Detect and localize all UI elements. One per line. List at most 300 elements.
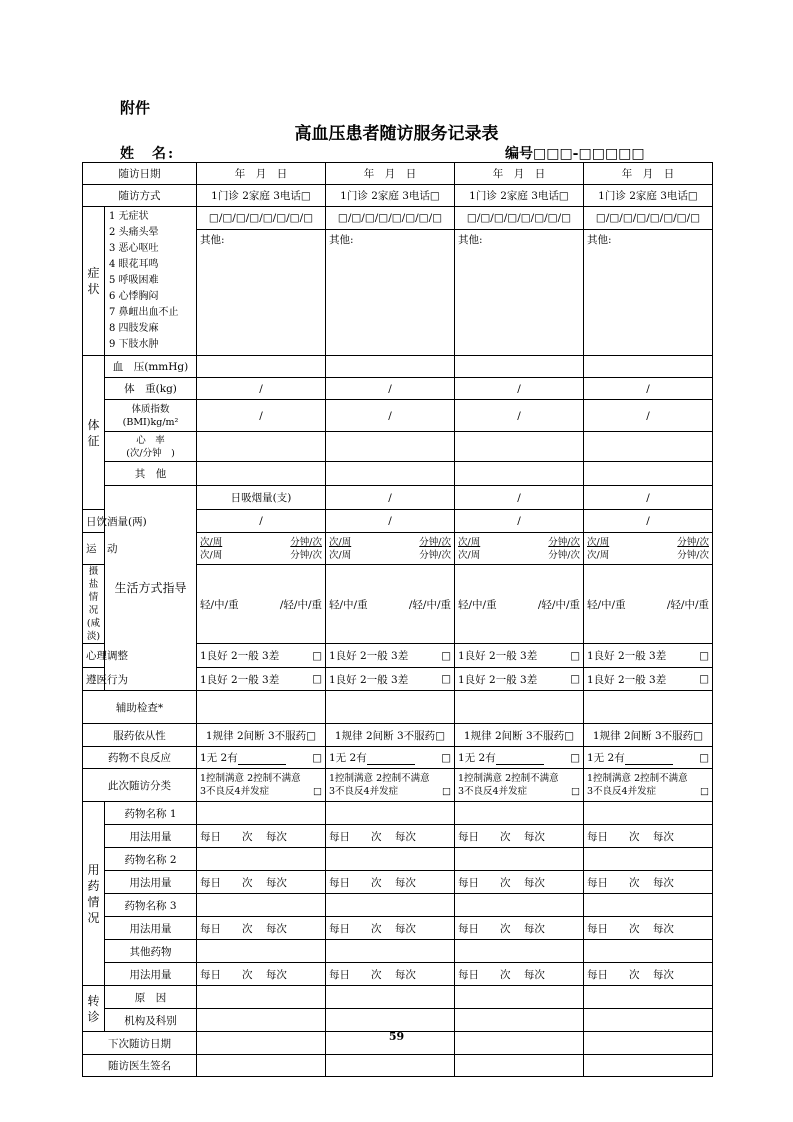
each-label: 每次: [394, 830, 416, 843]
exercise-cell-4[interactable]: [584, 533, 713, 565]
slash: /: [388, 491, 392, 504]
bmi-cell-3[interactable]: [455, 400, 584, 432]
other-drug-cell-3[interactable]: [455, 940, 584, 963]
doctor-sign-cell-2[interactable]: [326, 1055, 455, 1077]
compliance-cell-2[interactable]: [326, 668, 455, 691]
weight-cell-2[interactable]: [326, 378, 455, 400]
visit-method-2[interactable]: [326, 185, 455, 207]
each-label: 每次: [265, 922, 287, 935]
symptom-item: 6 心悸胸闷: [109, 291, 159, 302]
slash: /: [517, 515, 521, 527]
minutes-per-time: 分钟/次: [290, 536, 322, 548]
usage-cell-2[interactable]: [326, 825, 455, 848]
daily-label: 每日 次: [458, 876, 511, 889]
annex-label: 附件: [120, 99, 151, 117]
minutes-per-time: 分钟/次: [419, 536, 451, 548]
symptom-item: 1 无症状: [109, 211, 149, 222]
drug-name-3-cell-1[interactable]: [197, 894, 326, 917]
symptom-item: 9 下肢水肿: [109, 339, 159, 350]
adverse-cell-2[interactable]: [326, 747, 455, 769]
drug-name-1-cell-4[interactable]: [584, 802, 713, 825]
fill-line: [496, 754, 544, 765]
hr-cell-4[interactable]: [584, 432, 713, 462]
daily-label: 每日 次: [587, 876, 640, 889]
classification-cell-3[interactable]: [455, 769, 584, 802]
classification-line2: 3不良反4并发症: [200, 786, 270, 797]
bp-label: 血 压(mmHg): [112, 361, 189, 373]
each-label: 每次: [523, 876, 545, 889]
salt-current: 轻/中/重: [200, 598, 239, 611]
adverse-cell-4[interactable]: [584, 747, 713, 769]
usage-cell-1[interactable]: [197, 917, 326, 940]
aux-exam-label: 辅助检查*: [115, 701, 164, 714]
drug-name-2-cell-2[interactable]: [326, 848, 455, 871]
exercise-cell-2[interactable]: [326, 533, 455, 565]
doctor-sign-cell-3[interactable]: [455, 1055, 584, 1077]
times-per-week: 次/周: [587, 536, 610, 548]
referral-institution-cell-3[interactable]: [455, 1009, 584, 1032]
drug-name-3-cell-4[interactable]: [584, 894, 713, 917]
visit-date-value: 年 月 日: [621, 168, 675, 180]
adherence-cell-4[interactable]: [584, 724, 713, 747]
daily-label: 每日 次: [329, 830, 382, 843]
symptom-boxes-1[interactable]: [197, 207, 326, 230]
usage-label: 用法用量: [129, 968, 172, 981]
symptom-other-3[interactable]: [455, 230, 584, 356]
daily-label: 每日 次: [458, 922, 511, 935]
each-label: 每次: [265, 968, 287, 981]
drinking-cell-4[interactable]: [584, 510, 713, 533]
times-per-week: 次/周: [458, 549, 481, 561]
record-code-label: 编号□□□-□□□□□: [505, 146, 645, 162]
drug-name-2-cell-1[interactable]: [197, 848, 326, 871]
usage-label: 用法用量: [129, 876, 172, 889]
aux-exam-cell-4[interactable]: [584, 691, 713, 724]
symptoms-section-label: 症状: [87, 266, 100, 296]
symptom-other-label: 其他:: [329, 234, 354, 247]
visit-method-value: 1门诊 2家庭 3电话□: [340, 190, 440, 202]
visit-date-label: 随访日期: [118, 168, 161, 180]
each-label: 每次: [652, 876, 674, 889]
salt-cell-1[interactable]: [197, 565, 326, 644]
weight-cell-4[interactable]: [584, 378, 713, 400]
slash: /: [517, 382, 521, 395]
bp-cell-4[interactable]: [584, 356, 713, 378]
symptom-checkboxes: □/□/□/□/□/□/□/□: [595, 212, 701, 225]
rating-options: 1良好 2一般 3差: [200, 650, 280, 662]
referral-institution-cell-4[interactable]: [584, 1009, 713, 1032]
bmi-cell-2[interactable]: [326, 400, 455, 432]
symptom-item: 7 鼻衄出血不止: [109, 307, 179, 318]
rating-options: 1良好 2一般 3差: [458, 650, 538, 662]
each-label: 每次: [652, 922, 674, 935]
adherence-cell-1[interactable]: [197, 724, 326, 747]
psych-cell-3[interactable]: [455, 644, 584, 668]
usage-cell-4[interactable]: [584, 917, 713, 940]
checkbox: □: [699, 673, 709, 685]
compliance-cell-3[interactable]: [455, 668, 584, 691]
daily-label: 每日 次: [200, 876, 253, 889]
usage-cell-2[interactable]: [326, 871, 455, 894]
aux-exam-cell-3[interactable]: [455, 691, 584, 724]
checkbox: □: [312, 751, 322, 764]
bp-cell-1[interactable]: [197, 356, 326, 378]
slash: /: [646, 491, 650, 504]
adherence-options: 1规律 2间断 3不服药□: [334, 729, 446, 742]
classification-line1: 1控制满意 2控制不满意: [200, 773, 301, 784]
each-label: 每次: [652, 968, 674, 981]
heart-rate-unit: (次/分钟 ): [126, 447, 175, 459]
referral-reason-label: 原 因: [134, 991, 167, 1004]
visit-method-value: 1门诊 2家庭 3电话□: [598, 190, 698, 202]
classification-cell-1[interactable]: [197, 769, 326, 802]
adherence-options: 1规律 2间断 3不服药□: [205, 729, 317, 742]
minutes-per-time: 分钟/次: [290, 549, 322, 561]
signs-other-cell-1[interactable]: [197, 462, 326, 486]
salt-target: /轻/中/重: [279, 598, 322, 611]
slash: /: [388, 409, 392, 422]
smoking-cell-3[interactable]: [584, 486, 713, 510]
checkbox: □: [700, 786, 709, 797]
symptom-other-1[interactable]: [197, 230, 326, 356]
aux-exam-cell-2[interactable]: [326, 691, 455, 724]
symptom-checkboxes: □/□/□/□/□/□/□/□: [208, 212, 314, 225]
adverse-options: 1无 2有: [329, 752, 367, 764]
each-label: 每次: [523, 922, 545, 935]
weight-cell-3[interactable]: [455, 378, 584, 400]
next-visit-label: 下次随访日期: [108, 1037, 171, 1050]
drug-name-2-cell-3[interactable]: [455, 848, 584, 871]
drug-name-1-cell-3[interactable]: [455, 802, 584, 825]
smoking-cell-1[interactable]: [326, 486, 455, 510]
symptom-item: 3 恶心呕吐: [109, 243, 159, 254]
checkbox: □: [441, 649, 451, 662]
psych-cell-2[interactable]: [326, 644, 455, 668]
exercise-label: 运 动: [86, 543, 118, 555]
signs-other-label: 其 他: [134, 468, 167, 480]
each-label: 每次: [652, 830, 674, 843]
classification-line2: 3不良反4并发症: [587, 786, 657, 797]
visit-date-3[interactable]: [455, 163, 584, 185]
daily-label: 每日 次: [587, 830, 640, 843]
hr-cell-3[interactable]: [455, 432, 584, 462]
rating-options: 1良好 2一般 3差: [587, 673, 667, 686]
visit-method-1[interactable]: [197, 185, 326, 207]
compliance-cell-1[interactable]: [197, 668, 326, 691]
slash: /: [259, 409, 263, 422]
adherence-options: 1规律 2间断 3不服药□: [463, 729, 575, 742]
adverse-cell-3[interactable]: [455, 747, 584, 769]
slash: /: [646, 409, 650, 422]
usage-cell-1[interactable]: [197, 825, 326, 848]
visit-method-label: 随访方式: [118, 190, 161, 202]
symptom-other-2[interactable]: [326, 230, 455, 356]
hr-cell-2[interactable]: [326, 432, 455, 462]
visit-method-value: 1门诊 2家庭 3电话□: [469, 190, 569, 202]
patient-name-label: 姓 名:: [120, 146, 176, 162]
checkbox: □: [571, 786, 580, 797]
checkbox: □: [570, 751, 580, 764]
drinking-cell-1[interactable]: [197, 510, 326, 533]
minutes-per-time: 分钟/次: [419, 549, 451, 561]
daily-label: 每日 次: [587, 922, 640, 935]
drug-name-1-cell-1[interactable]: [197, 802, 326, 825]
checkbox: □: [442, 786, 451, 797]
other-drug-cell-4[interactable]: [584, 940, 713, 963]
classification-cell-4[interactable]: [584, 769, 713, 802]
symptom-item: 8 四肢发麻: [109, 323, 159, 334]
referral-institution-cell-2[interactable]: [326, 1009, 455, 1032]
exercise-cell-3[interactable]: [455, 533, 584, 565]
adherence-label: 服药依从性: [113, 729, 166, 742]
smoking-cell-2[interactable]: [455, 486, 584, 510]
drinking-cell-2[interactable]: [326, 510, 455, 533]
salt-current: 轻/中/重: [587, 598, 626, 611]
salt-cell-3[interactable]: [455, 565, 584, 644]
signs-other-cell-3[interactable]: [455, 462, 584, 486]
visit-date-1[interactable]: [197, 163, 326, 185]
fill-line: [367, 754, 415, 765]
psych-label: 心理调整: [86, 650, 128, 662]
times-per-week: 次/周: [200, 549, 223, 561]
exercise-cell-1[interactable]: [197, 533, 326, 565]
salt-target: /轻/中/重: [408, 598, 451, 611]
checkbox: □: [441, 751, 451, 764]
slash: /: [517, 491, 521, 504]
times-per-week: 次/周: [329, 536, 352, 548]
heart-rate-label: 心 率: [136, 434, 165, 446]
daily-label: 每日 次: [329, 922, 382, 935]
doctor-sign-cell-1[interactable]: [197, 1055, 326, 1077]
usage-cell-2[interactable]: [326, 917, 455, 940]
drug-name-1: 药物名称 1: [124, 807, 177, 820]
each-label: 每次: [265, 876, 287, 889]
visit-method-4[interactable]: [584, 185, 713, 207]
drug-name-3: 药物名称 3: [124, 899, 177, 912]
symptom-boxes-2[interactable]: [326, 207, 455, 230]
daily-label: 每日 次: [200, 922, 253, 935]
medication-section-label: 用药情况: [87, 862, 100, 925]
visit-date-value: 年 月 日: [363, 168, 417, 180]
weight-label: 体 重(kg): [124, 383, 177, 395]
fill-line: [625, 754, 673, 765]
adherence-cell-3[interactable]: [455, 724, 584, 747]
slash: /: [646, 382, 650, 395]
doctor-sign-label: 随访医生签名: [108, 1060, 171, 1072]
checkbox: □: [313, 786, 322, 797]
usage-cell-2[interactable]: [326, 963, 455, 986]
usage-cell-1[interactable]: [197, 963, 326, 986]
each-label: 每次: [394, 922, 416, 935]
adverse-options: 1无 2有: [587, 752, 625, 764]
usage-cell-3[interactable]: [455, 871, 584, 894]
compliance-cell-4[interactable]: [584, 668, 713, 691]
referral-section-label: 转诊: [87, 993, 100, 1024]
classification-line1: 1控制满意 2控制不满意: [329, 773, 430, 784]
visit-date-4[interactable]: [584, 163, 713, 185]
symptom-checkboxes: □/□/□/□/□/□/□/□: [466, 212, 572, 225]
checkbox: □: [570, 649, 580, 662]
psych-cell-1[interactable]: [197, 644, 326, 668]
each-label: 每次: [394, 968, 416, 981]
adverse-cell-1[interactable]: [197, 747, 326, 769]
drug-name-3-cell-2[interactable]: [326, 894, 455, 917]
fill-line: [238, 754, 286, 765]
salt-target: /轻/中/重: [666, 598, 709, 611]
bmi-cell-1[interactable]: [197, 400, 326, 432]
salt-cell-2[interactable]: [326, 565, 455, 644]
classification-line1: 1控制满意 2控制不满意: [587, 773, 688, 784]
rating-options: 1良好 2一般 3差: [329, 650, 409, 662]
daily-label: 每日 次: [329, 968, 382, 981]
follow-up-record-table: [82, 162, 713, 1077]
slash: /: [646, 515, 650, 527]
minutes-per-time: 分钟/次: [548, 549, 580, 561]
daily-label: 每日 次: [458, 830, 511, 843]
salt-label: 摄盐情况: [88, 566, 99, 616]
bmi-label: 体质指数: [131, 403, 170, 415]
symptom-item: 5 呼吸困难: [109, 275, 159, 286]
symptom-other-label: 其他:: [587, 234, 612, 247]
each-label: 每次: [523, 968, 545, 981]
times-per-week: 次/周: [587, 549, 610, 561]
symptom-item: 2 头痛头晕: [109, 227, 159, 238]
usage-cell-3[interactable]: [455, 963, 584, 986]
salt-cell-4[interactable]: [584, 565, 713, 644]
minutes-per-time: 分钟/次: [677, 536, 709, 548]
symptom-checkboxes: □/□/□/□/□/□/□/□: [337, 212, 443, 225]
adverse-options: 1无 2有: [200, 752, 238, 764]
doctor-sign-cell-4[interactable]: [584, 1055, 713, 1077]
referral-reason-cell-4[interactable]: [584, 986, 713, 1009]
visit-method-value: 1门诊 2家庭 3电话□: [211, 190, 311, 202]
checkbox: □: [441, 673, 451, 685]
usage-cell-3[interactable]: [455, 825, 584, 848]
times-per-week: 次/周: [200, 536, 223, 548]
symptom-other-label: 其他:: [458, 234, 483, 247]
daily-label: 每日 次: [587, 968, 640, 981]
usage-cell-4[interactable]: [584, 963, 713, 986]
slash: /: [388, 382, 392, 395]
adverse-options: 1无 2有: [458, 752, 496, 764]
lifestyle-section-label: 生活方式指导: [114, 581, 187, 595]
smoking-label: 日吸烟量(支): [230, 492, 292, 504]
checkbox: □: [312, 673, 322, 685]
drug-name-2: 药物名称 2: [124, 853, 177, 866]
visit-method-3[interactable]: [455, 185, 584, 207]
other-drug-cell-1[interactable]: [197, 940, 326, 963]
usage-label: 用法用量: [129, 830, 172, 843]
signs-other-cell-2[interactable]: [326, 462, 455, 486]
hr-cell-1[interactable]: [197, 432, 326, 462]
visit-date-2[interactable]: [326, 163, 455, 185]
drug-name-2-cell-4[interactable]: [584, 848, 713, 871]
symptom-other-label: 其他:: [200, 234, 225, 247]
symptom-item: 4 眼花耳鸣: [109, 259, 159, 270]
referral-reason-cell-1[interactable]: [197, 986, 326, 1009]
referral-institution-cell-1[interactable]: [197, 1009, 326, 1032]
each-label: 每次: [394, 876, 416, 889]
checkbox: □: [699, 649, 709, 662]
usage-cell-1[interactable]: [197, 871, 326, 894]
classification-cell-2[interactable]: [326, 769, 455, 802]
bmi-cell-4[interactable]: [584, 400, 713, 432]
adherence-options: 1规律 2间断 3不服药□: [592, 729, 704, 742]
drug-name-1-cell-2[interactable]: [326, 802, 455, 825]
symptom-boxes-4[interactable]: [584, 207, 713, 230]
aux-exam-cell-1[interactable]: [197, 691, 326, 724]
page-number: 59: [388, 1030, 405, 1043]
classification-label: 此次随访分类: [108, 779, 171, 792]
visit-date-value: 年 月 日: [234, 168, 288, 180]
times-per-week: 次/周: [458, 536, 481, 548]
daily-label: 每日 次: [329, 876, 382, 889]
daily-label: 每日 次: [200, 968, 253, 981]
daily-label: 每日 次: [458, 968, 511, 981]
rating-options: 1良好 2一般 3差: [458, 673, 538, 686]
checkbox: □: [699, 751, 709, 764]
daily-label: 每日 次: [200, 830, 253, 843]
checkbox: □: [570, 673, 580, 685]
symptom-boxes-3[interactable]: [455, 207, 584, 230]
minutes-per-time: 分钟/次: [677, 549, 709, 561]
compliance-label: 遵医行为: [86, 673, 128, 686]
usage-cell-4[interactable]: [584, 825, 713, 848]
classification-line2: 3不良反4并发症: [329, 786, 399, 797]
salt-target: /轻/中/重: [537, 598, 580, 611]
minutes-per-time: 分钟/次: [548, 536, 580, 548]
adherence-cell-2[interactable]: [326, 724, 455, 747]
salt-current: 轻/中/重: [458, 598, 497, 611]
usage-cell-3[interactable]: [455, 917, 584, 940]
drinking-label: 日饮酒量(两): [86, 515, 147, 528]
times-per-week: 次/周: [329, 549, 352, 561]
signs-section-label: 体征: [87, 417, 100, 448]
salt-current: 轻/中/重: [329, 598, 368, 611]
drinking-cell-3[interactable]: [455, 510, 584, 533]
slash: /: [259, 382, 263, 395]
weight-cell-1[interactable]: [197, 378, 326, 400]
referral-reason-cell-3[interactable]: [455, 986, 584, 1009]
bp-cell-3[interactable]: [455, 356, 584, 378]
each-label: 每次: [265, 830, 287, 843]
rating-options: 1良好 2一般 3差: [200, 673, 280, 686]
bmi-unit-label: (BMI)kg/m²: [122, 416, 179, 428]
signs-other-cell-4[interactable]: [584, 462, 713, 486]
other-drug-cell-2[interactable]: [326, 940, 455, 963]
rating-options: 1良好 2一般 3差: [587, 650, 667, 662]
slash: /: [388, 515, 392, 527]
classification-line2: 3不良反4并发症: [458, 786, 528, 797]
rating-options: 1良好 2一般 3差: [329, 673, 409, 686]
slash: /: [259, 515, 263, 527]
classification-line1: 1控制满意 2控制不满意: [458, 773, 559, 784]
visit-date-value: 年 月 日: [492, 168, 546, 180]
usage-cell-4[interactable]: [584, 871, 713, 894]
referral-reason-cell-2[interactable]: [326, 986, 455, 1009]
psych-cell-4[interactable]: [584, 644, 713, 668]
drug-name-3-cell-3[interactable]: [455, 894, 584, 917]
usage-label: 用法用量: [129, 922, 172, 935]
bp-cell-2[interactable]: [326, 356, 455, 378]
salt-sublabel: (咸淡): [86, 618, 101, 642]
other-drug: 其他药物: [129, 945, 172, 958]
checkbox: □: [312, 649, 322, 662]
slash: /: [517, 409, 521, 422]
form-title: 高血压患者随访服务记录表: [294, 124, 499, 144]
symptom-other-4[interactable]: [584, 230, 713, 356]
each-label: 每次: [523, 830, 545, 843]
